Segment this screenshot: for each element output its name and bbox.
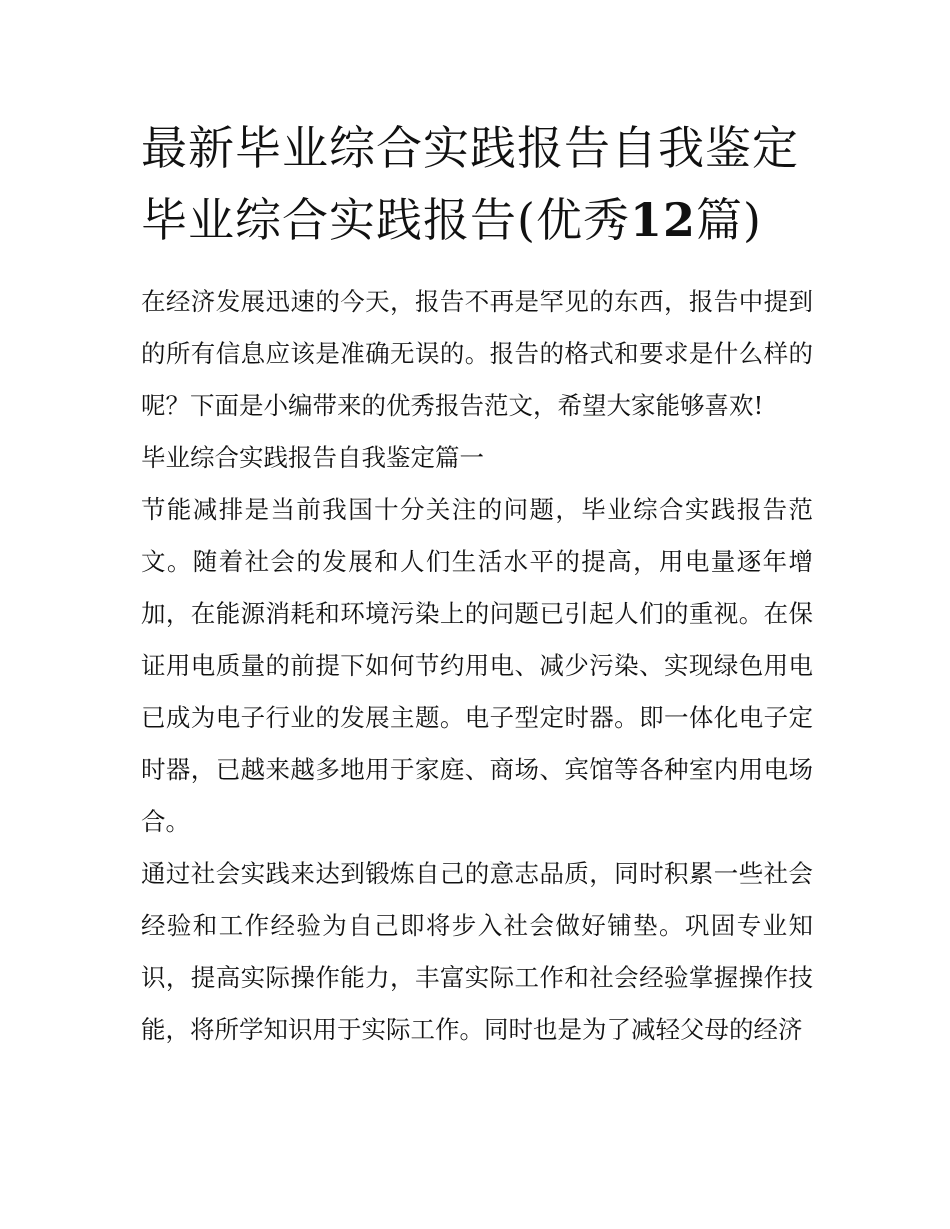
body-paragraph-1: 节能减排是当前我国十分关注的问题，毕业综合实践报告范文。随着社会的发展和人们生活水平的提高，用电量逐年增加，在能源消耗和环境污染上的问题已引起人们的重视。在保证用电质量的前提下如何节约用电、减少污染、实现绿色用电已成为电子行业的发展主题。电子型定时器。即一体化电子定时器，已越来越多地用于家庭、商场、宾馆等各种室内用电场合。 [141, 495, 813, 836]
intro-paragraph: 在经济发展迅速的今天，报告不再是罕见的东西，报告中提到的所有信息应该是准确无误的。报告的格式和要求是什么样的呢？下面是小编带来的优秀报告范文，希望大家能够喜欢! [141, 287, 813, 420]
title-tail: 篇) [695, 193, 762, 247]
document-title [141, 112, 813, 256]
document-content [141, 112, 813, 1056]
body-paragraph-2: 通过社会实践来达到锻炼自己的意志品质，同时积累一些社会经验和工作经验为自己即将步入社会做好铺垫。巩固专业知识，提高实际操作能力，丰富实际工作和社会经验掌握操作技能，将所学知识用于实际工作。同时也是为了减轻父母的经济 [141, 859, 813, 1044]
title-main: 最新毕业综合实践报告自我鉴定 毕业综合实践报告(优秀 [141, 121, 799, 247]
section-heading: 毕业综合实践报告自我鉴定篇一 [141, 443, 484, 472]
title-number: 12 [629, 193, 696, 247]
